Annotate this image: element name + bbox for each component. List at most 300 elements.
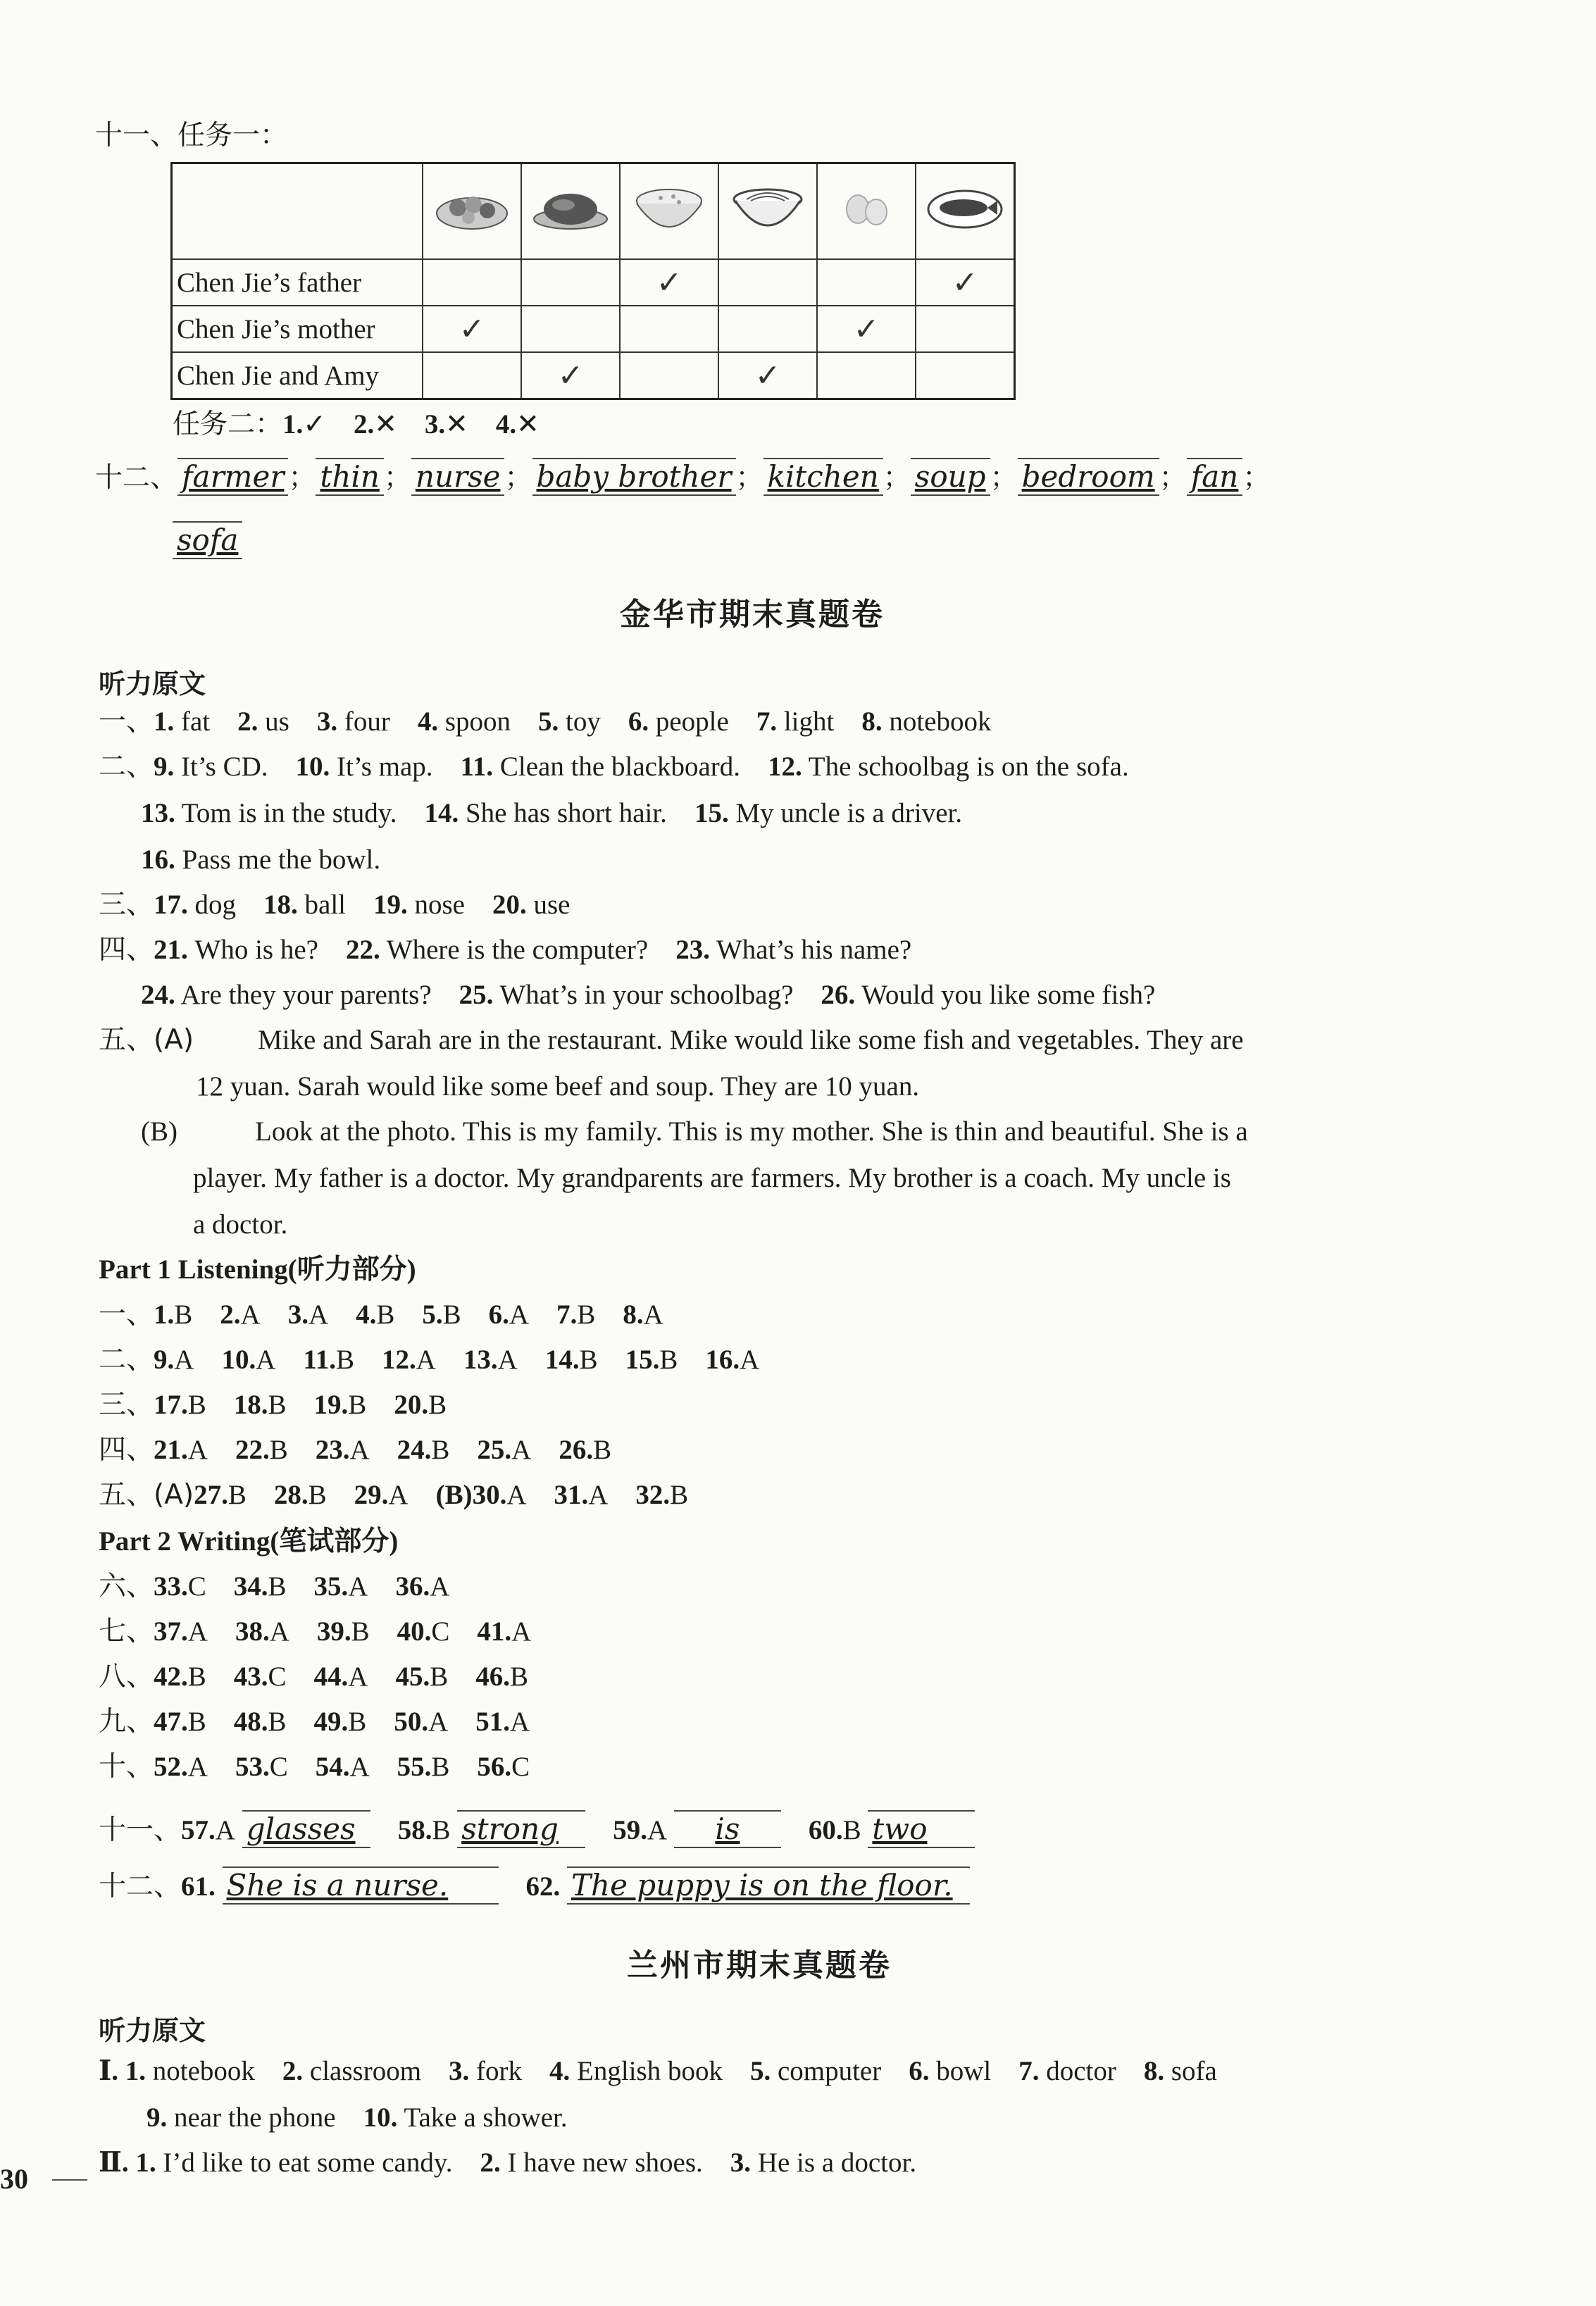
separator: ； xyxy=(990,463,1018,493)
item-text: A xyxy=(240,1300,261,1330)
item-num: 56. xyxy=(477,1752,512,1782)
line-prefix: 一、 xyxy=(99,1299,154,1330)
item-text: A xyxy=(308,1300,329,1330)
item-num: 6. xyxy=(628,706,649,737)
handwritten-answer: two xyxy=(868,1810,975,1848)
task2-prefix: 任务二： xyxy=(173,409,283,440)
fish-plate-icon xyxy=(916,163,1015,260)
item-num: 35. xyxy=(313,1571,349,1602)
line-prefix: 四、 xyxy=(99,1434,154,1466)
item-num: 5. xyxy=(422,1300,443,1330)
item-num: 41. xyxy=(477,1616,512,1647)
item-text: A xyxy=(348,1571,368,1602)
item-num: 53. xyxy=(235,1752,270,1782)
page-number: 30 xyxy=(0,2163,28,2195)
item-num: 9. xyxy=(146,2102,168,2133)
item-num: 36. xyxy=(395,1571,430,1602)
eggs-icon xyxy=(817,163,916,260)
item-text: A xyxy=(511,1435,532,1465)
item-num: 19. xyxy=(373,890,408,920)
item-num: 62. xyxy=(525,1871,561,1902)
check-cell xyxy=(620,259,718,306)
item-text: Clean the blackboard. xyxy=(499,752,740,782)
item-text: A xyxy=(416,1345,436,1375)
item-text: B xyxy=(442,1300,461,1330)
item-text: B xyxy=(268,1390,287,1420)
item-num: 3. xyxy=(287,1300,308,1330)
check-cell xyxy=(718,352,817,399)
item-num: 49. xyxy=(313,1707,349,1737)
table-row xyxy=(172,259,1015,306)
task2-num: 4. xyxy=(495,409,517,440)
item-num: 21. xyxy=(154,1435,188,1465)
item-num: 8. xyxy=(623,1300,644,1330)
separator: ； xyxy=(1159,463,1187,493)
item-text: doctor xyxy=(1046,2056,1116,2086)
item-text: A xyxy=(497,1345,518,1375)
jinhua-line xyxy=(141,796,962,831)
item-text: notebook xyxy=(152,2056,255,2086)
section12-line-2 xyxy=(173,521,242,559)
item-num: 55. xyxy=(397,1752,432,1782)
item-num: 6. xyxy=(488,1300,509,1330)
jinhua-line xyxy=(141,978,1155,1013)
item-text: A xyxy=(349,1435,370,1465)
item-num: 43. xyxy=(233,1662,268,1692)
item-text: I’d like to eat some candy. xyxy=(163,2148,453,2178)
item-text: B xyxy=(842,1815,861,1845)
item-num: 59. xyxy=(613,1815,647,1845)
answer-line xyxy=(99,1478,688,1513)
check-mark: ✓ xyxy=(459,311,485,347)
answer-line xyxy=(99,1342,759,1378)
item-text: The schoolbag is on the sofa. xyxy=(808,752,1129,782)
item-text: A xyxy=(647,1815,668,1845)
item-text: A xyxy=(174,1345,194,1375)
separator: ； xyxy=(1242,463,1271,493)
item-text: B xyxy=(348,1707,367,1737)
handwritten-answer: The puppy is on the floor. xyxy=(567,1866,970,1905)
jinhua-listening-header: 听力原文 xyxy=(99,668,206,699)
check-cell xyxy=(620,352,718,399)
noodle-bowl-icon xyxy=(718,163,817,260)
item-text: B xyxy=(269,1435,288,1465)
item-text: C xyxy=(511,1752,530,1782)
line-prefix: 三、 xyxy=(99,889,154,921)
item-text: What’s his name? xyxy=(716,935,912,965)
line-prefix: 十、 xyxy=(99,1751,154,1783)
item-text: A xyxy=(348,1662,368,1692)
passage-b-label: (B) xyxy=(141,1116,177,1147)
item-text: B xyxy=(659,1345,678,1375)
line-prefix: 二、 xyxy=(99,751,154,783)
check-cell xyxy=(521,259,620,306)
task2-num: 3. xyxy=(424,409,446,440)
handwritten-answer: is xyxy=(674,1810,781,1848)
item-text: Take a shower. xyxy=(404,2102,568,2133)
item-num: 16. xyxy=(141,845,175,875)
part2-header: Part 2 Writing(笔试部分) xyxy=(99,1526,399,1557)
item-num: 2. xyxy=(220,1300,241,1330)
jinhua-line xyxy=(99,749,1129,785)
item-text: B xyxy=(227,1480,247,1510)
passage-b-line: a doctor. xyxy=(193,1209,288,1240)
item-text: What’s in your schoolbag? xyxy=(499,980,794,1010)
item-text: B xyxy=(428,1390,447,1420)
item-num: 15. xyxy=(694,798,729,828)
item-num: 5. xyxy=(538,706,559,737)
handwritten-word: soup xyxy=(911,458,990,496)
item-num: 24. xyxy=(141,980,175,1010)
separator: ； xyxy=(504,463,532,493)
item-num: 7. xyxy=(756,706,778,737)
answer-line xyxy=(99,1614,531,1650)
item-text: B xyxy=(268,1571,287,1602)
task1-heading: 十一、任务一： xyxy=(95,120,288,151)
handwritten-word: nurse xyxy=(411,458,505,496)
item-num: 51. xyxy=(475,1707,510,1737)
item-num: 17. xyxy=(154,890,188,920)
item-num: (B)30. xyxy=(435,1480,507,1510)
item-num: 46. xyxy=(475,1662,510,1692)
check-cell xyxy=(817,306,916,352)
item-text: B xyxy=(376,1300,395,1330)
item-text: A xyxy=(509,1707,530,1737)
item-num: 23. xyxy=(315,1435,350,1465)
item-num: 3. xyxy=(449,2056,470,2086)
line-prefix: 七、 xyxy=(99,1616,154,1647)
item-text: Who is he? xyxy=(194,935,318,965)
item-num: 44. xyxy=(313,1662,349,1692)
item-num: 13. xyxy=(141,798,175,828)
answer-line xyxy=(99,1750,530,1785)
section12-prefix: 十二、 xyxy=(95,462,178,494)
item-num: 34. xyxy=(233,1571,268,1602)
row-label: Chen Jie’s father xyxy=(172,259,423,306)
item-num: 13. xyxy=(463,1345,498,1375)
item-num: 50. xyxy=(394,1707,429,1737)
item-num: 22. xyxy=(345,935,380,965)
item-num: 20. xyxy=(492,890,527,920)
item-text: A xyxy=(256,1345,276,1375)
item-num: 20. xyxy=(394,1390,429,1420)
item-text: toy xyxy=(566,706,601,737)
item-num: 5. xyxy=(749,2056,771,2086)
task2-mark: ✕ xyxy=(516,409,540,440)
item-num: 19. xyxy=(313,1390,349,1420)
item-text: A xyxy=(388,1480,409,1510)
item-text: She has short hair. xyxy=(465,798,667,828)
item-num: 2. xyxy=(282,2056,304,2086)
item-text: B xyxy=(577,1300,596,1330)
item-num: 27. xyxy=(194,1480,228,1510)
jinhua-line xyxy=(99,887,571,923)
item-num: 3. xyxy=(316,706,338,737)
mixed-dish-icon xyxy=(423,163,521,260)
item-text: B xyxy=(593,1435,612,1465)
item-text: B xyxy=(187,1390,206,1420)
item-num: 12. xyxy=(381,1345,416,1375)
check-mark: ✓ xyxy=(952,265,978,300)
item-num: 9. xyxy=(154,1345,175,1375)
jinhua-line xyxy=(99,933,911,968)
item-text: four xyxy=(344,706,390,737)
item-num: 14. xyxy=(544,1345,580,1375)
item-text: B xyxy=(579,1345,598,1375)
handwritten-word: thin xyxy=(316,458,383,496)
item-num: 24. xyxy=(397,1435,432,1465)
item-num: 25. xyxy=(477,1435,512,1465)
task2-line xyxy=(173,407,540,442)
item-num: 26. xyxy=(821,980,856,1010)
item-text: people xyxy=(655,706,729,737)
passage-a-line: 12 yuan. Sarah would like some beef and soup. They are 10 yuan. xyxy=(196,1071,920,1102)
line-prefix: 一、 xyxy=(99,706,154,737)
item-num: 31. xyxy=(554,1480,589,1510)
answer-line xyxy=(99,1433,611,1468)
line-prefix: 十一、 xyxy=(99,1814,182,1846)
item-text: C xyxy=(431,1616,450,1647)
item-num: 45. xyxy=(395,1662,430,1692)
item-text: A xyxy=(187,1616,208,1647)
item-text: B xyxy=(187,1662,206,1692)
item-text: nose xyxy=(414,890,465,920)
check-mark: ✓ xyxy=(557,358,584,393)
task2-num: 1. xyxy=(282,409,304,440)
handwritten-word: bedroom xyxy=(1018,458,1159,496)
item-num: 9. xyxy=(154,752,175,782)
line-prefix: 三、 xyxy=(99,1389,154,1421)
item-text: use xyxy=(533,890,571,920)
jinhua-line xyxy=(99,704,992,740)
handwritten-answer: She is a nurse. xyxy=(223,1866,499,1905)
item-num: 18. xyxy=(233,1390,268,1420)
item-text: A xyxy=(215,1815,235,1845)
item-num: 1. xyxy=(154,706,175,737)
check-cell xyxy=(423,352,521,399)
item-num: 61. xyxy=(181,1871,216,1902)
handwritten-word: baby brother xyxy=(532,458,736,496)
separator: ； xyxy=(288,463,316,493)
item-num: 11. xyxy=(303,1345,336,1375)
item-text: computer xyxy=(777,2056,882,2086)
line-prefix: 九、 xyxy=(99,1706,154,1738)
handwritten-answer: strong xyxy=(457,1810,585,1848)
item-text: B xyxy=(187,1707,206,1737)
item-num: 47. xyxy=(154,1707,188,1737)
item-text: us xyxy=(265,706,289,737)
item-num: 33. xyxy=(154,1571,188,1602)
item-text: light xyxy=(783,706,835,737)
line-prefix: Ⅱ. xyxy=(99,2148,129,2178)
lanzhou-line xyxy=(146,2100,568,2136)
item-text: B xyxy=(351,1616,370,1647)
item-num: 26. xyxy=(559,1435,594,1465)
lanzhou-title: 兰州市期末真题卷 xyxy=(627,1947,892,1983)
roast-chicken-icon xyxy=(521,163,620,260)
separator: ； xyxy=(883,463,911,493)
item-num: 12. xyxy=(768,752,802,782)
item-text: B xyxy=(509,1662,528,1692)
answer-line xyxy=(99,1388,447,1423)
item-text: B xyxy=(430,1662,449,1692)
item-num: 17. xyxy=(154,1390,188,1420)
item-text: A xyxy=(506,1480,527,1510)
item-text: bowl xyxy=(936,2056,992,2086)
check-mark: ✓ xyxy=(656,265,682,300)
item-text: A xyxy=(643,1300,663,1330)
lanzhou-line xyxy=(99,2054,1217,2089)
item-text: A xyxy=(187,1435,208,1465)
item-num: 2. xyxy=(237,706,258,737)
item-text: A xyxy=(740,1345,760,1375)
answer-line xyxy=(99,1704,530,1740)
item-text: A xyxy=(428,1707,449,1737)
item-num: 4. xyxy=(549,2056,571,2086)
task2-mark: ✕ xyxy=(445,409,468,440)
check-mark: ✓ xyxy=(853,311,880,347)
item-num: 29. xyxy=(354,1480,389,1510)
item-text: Are they your parents? xyxy=(180,980,432,1010)
item-num: 25. xyxy=(459,980,494,1010)
answer-line xyxy=(99,1297,663,1333)
table-corner-cell xyxy=(172,163,423,260)
item-text: notebook xyxy=(889,706,992,737)
item-num: 7. xyxy=(556,1300,578,1330)
check-cell xyxy=(521,352,620,399)
item-num: 8. xyxy=(861,706,883,737)
line-prefix: 五、(A) xyxy=(99,1479,194,1511)
item-text: B xyxy=(431,1752,450,1782)
item-text: C xyxy=(269,1752,288,1782)
lanzhou-listening-header: 听力原文 xyxy=(99,2015,206,2046)
item-text: I have new shoes. xyxy=(507,2148,703,2178)
item-text: A xyxy=(349,1752,370,1782)
jinhua-line xyxy=(141,842,380,878)
item-text: B xyxy=(348,1390,367,1420)
line-prefix: 八、 xyxy=(99,1661,154,1693)
item-num: 22. xyxy=(235,1435,270,1465)
item-text: Tom is in the study. xyxy=(181,798,397,828)
line-prefix: 四、 xyxy=(99,934,154,966)
rice-bowl-icon xyxy=(620,163,718,260)
item-text: A xyxy=(511,1616,532,1647)
handwritten-word: farmer xyxy=(177,458,288,496)
item-text: He is a doctor. xyxy=(757,2148,917,2178)
line-prefix: 六、 xyxy=(99,1571,154,1602)
item-num: 40. xyxy=(397,1616,432,1647)
item-num: 11. xyxy=(460,752,494,782)
check-cell xyxy=(817,352,916,399)
check-cell xyxy=(620,306,718,352)
check-cell xyxy=(521,306,620,352)
item-num: 1. xyxy=(125,2056,146,2086)
food-table xyxy=(170,162,1016,400)
item-num: 32. xyxy=(635,1480,671,1510)
item-num: 1. xyxy=(154,1300,175,1330)
item-text: A xyxy=(509,1300,530,1330)
table-row xyxy=(172,352,1015,399)
item-text: Where is the computer? xyxy=(386,935,649,965)
handwritten-word: sofa xyxy=(173,521,242,559)
answer-line xyxy=(99,1569,449,1604)
task2-num: 2. xyxy=(353,409,375,440)
passage-b-line: player. My father is a doctor. My grandparents are farmers. My brother is a coach. My uncle is xyxy=(193,1163,1231,1193)
check-cell xyxy=(916,306,1015,352)
table-row xyxy=(172,306,1015,352)
table-header-row xyxy=(172,163,1015,260)
handwritten-word: kitchen xyxy=(763,458,883,496)
item-text: spoon xyxy=(444,706,511,737)
check-cell xyxy=(718,306,817,352)
item-num: 54. xyxy=(315,1752,350,1782)
separator: ； xyxy=(383,463,411,493)
item-num: 57. xyxy=(181,1815,216,1845)
item-text: B xyxy=(174,1300,193,1330)
passage-b-line: Look at the photo. This is my family. This is my mother. She is thin and beautiful. She is a xyxy=(255,1116,1248,1147)
item-num: 28. xyxy=(273,1480,308,1510)
item-text: English book xyxy=(577,2056,723,2086)
jinhua-title: 金华市期末真题卷 xyxy=(620,597,885,632)
item-text: B xyxy=(431,1435,450,1465)
item-num: 15. xyxy=(625,1345,660,1375)
item-text: It’s CD. xyxy=(181,752,268,782)
item-text: classroom xyxy=(309,2056,422,2086)
item-text: B xyxy=(268,1707,287,1737)
item-text: sofa xyxy=(1171,2056,1217,2086)
line-prefix: 二、 xyxy=(99,1344,154,1376)
line-prefix: 十二、 xyxy=(99,1871,182,1902)
answer-line xyxy=(99,1659,528,1695)
item-text: B xyxy=(670,1480,689,1510)
item-num: 48. xyxy=(233,1707,268,1737)
item-num: 37. xyxy=(154,1616,188,1647)
item-num: 21. xyxy=(154,935,188,965)
item-num: 58. xyxy=(397,1815,432,1845)
answer-line-12 xyxy=(99,1866,970,1905)
item-text: C xyxy=(268,1662,287,1692)
item-num: 39. xyxy=(316,1616,351,1647)
item-text: B xyxy=(308,1480,327,1510)
check-cell xyxy=(718,259,817,306)
line-prefix: Ⅰ. xyxy=(99,2056,118,2086)
page-number-rule xyxy=(52,2179,87,2181)
item-num: 42. xyxy=(154,1662,188,1692)
item-num: 60. xyxy=(808,1815,843,1845)
handwritten-word: fan xyxy=(1187,458,1243,496)
task2-mark: ✕ xyxy=(374,409,397,440)
passage-a-label: 五、(A) xyxy=(99,1024,194,1056)
item-text: A xyxy=(187,1752,208,1782)
separator: ； xyxy=(735,463,763,493)
item-text: fat xyxy=(181,706,211,737)
item-num: 1. xyxy=(135,2148,156,2178)
section12-line xyxy=(95,458,1270,496)
item-text: A xyxy=(269,1616,289,1647)
item-text: Would you like some fish? xyxy=(861,980,1156,1010)
item-text: It’s map. xyxy=(337,752,433,782)
handwritten-answer: glasses xyxy=(242,1810,370,1848)
row-label: Chen Jie’s mother xyxy=(172,306,423,352)
item-num: 10. xyxy=(221,1345,256,1375)
task2-mark: ✓ xyxy=(303,409,326,440)
item-num: 18. xyxy=(263,890,298,920)
check-cell xyxy=(916,259,1015,306)
item-text: Pass me the bowl. xyxy=(182,845,381,875)
check-cell xyxy=(423,306,521,352)
passage-a-line: Mike and Sarah are in the restaurant. Mike would like some fish and vegetables. They are xyxy=(258,1025,1244,1055)
item-num: 10. xyxy=(363,2102,398,2133)
